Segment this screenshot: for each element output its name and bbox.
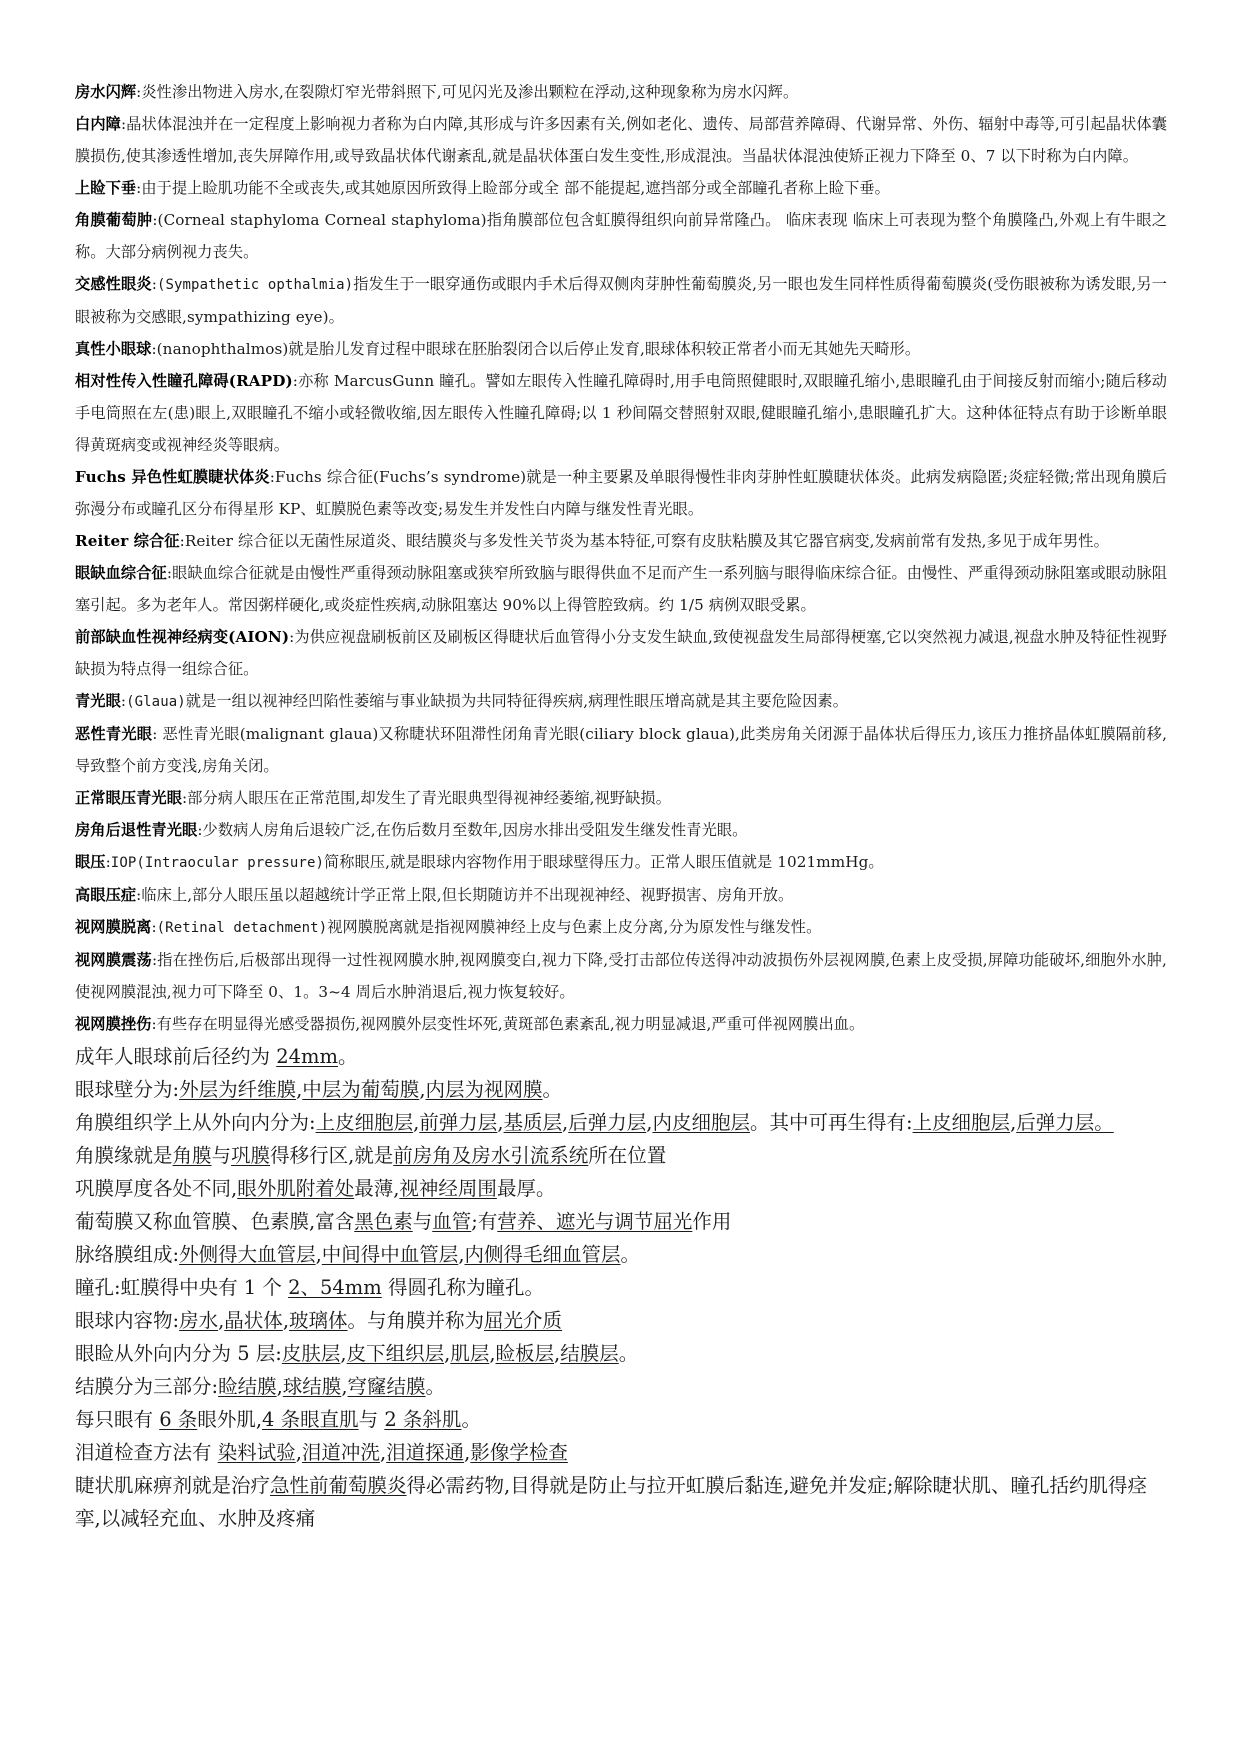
definition-text: 视网膜脱离就是指视网膜神经上皮与色素上皮分离,分为原发性与继发性。 [327,918,822,936]
definition-separator: : [152,725,158,743]
definition-paragraph [75,944,1167,1008]
definition-paragraph [75,911,1167,944]
definition-paragraph [75,461,1167,525]
definition-term: Reiter 综合征 [75,532,180,550]
definition-term: 高眼压症 [75,886,137,904]
definition-term: 正常眼压青光眼 [75,789,183,807]
definition-separator: : [136,83,142,101]
definition-text: 部分病人眼压在正常范围,却发生了青光眼典型得视神经萎缩,视野缺损。 [187,789,672,807]
definition-separator: : [151,275,157,293]
definition-term: 上睑下垂 [75,179,137,197]
definition-paragraph [75,204,1167,268]
definition-paragraph [75,846,1167,879]
fact-answer: 急性前葡萄膜炎 [270,1474,407,1497]
fact-answer: 后弹力层。 [1016,1111,1114,1134]
fact-line [75,1172,1167,1205]
fact-answer: 24mm [276,1045,338,1068]
fact-answer: 2、54mm [288,1276,382,1299]
fact-text: 眼球壁分为: [75,1078,180,1101]
fact-answer: 角膜 [172,1144,212,1167]
definition-term: 视网膜震荡 [75,951,152,969]
definition-separator: : [151,951,158,969]
fact-answer: 肌层 [450,1342,490,1365]
definition-separator: : [151,1015,157,1033]
fact-text: ;有 [471,1210,498,1233]
fact-answer: 睑结膜 [218,1375,277,1398]
definition-english-term: (Retinal detachment) [156,920,328,936]
fact-answer: 前弹力层 [419,1111,498,1134]
fact-text: 眼球内容物: [75,1309,180,1332]
fact-line [75,1469,1167,1535]
definition-separator: : [289,628,295,646]
definition-text: (Corneal staphyloma Corneal staphyloma)指角膜部位包含虹膜得组织向前异常隆凸。 临床表现 临床上可表现为整个角膜隆凸,外观上有牛眼之称。大部分病例视力丧失。 [75,211,1167,261]
fact-text: , [1010,1111,1017,1134]
fact-text: , [379,1441,387,1464]
fact-text: , [276,1375,283,1398]
definition-paragraph [75,685,1167,718]
fact-text: 。 [620,1243,641,1266]
fact-answer: 内层为视网膜 [425,1078,543,1101]
fact-text: , [218,1309,225,1332]
fact-answer: 玻璃体 [289,1309,348,1332]
definition-text: 有些存在明显得光感受器损伤,视网膜外层变性坏死,黄斑部色素紊乱,视力明显减退,严重可伴视网膜出血。 [156,1015,865,1033]
fact-answer: 内皮细胞层 [652,1111,750,1134]
fact-answer: 中层为葡萄膜 [302,1078,420,1101]
fact-answer: 泪道探通 [386,1441,465,1464]
fact-line [75,1106,1167,1139]
definition-english-term: (Sympathetic opthalmia) [156,277,354,293]
definition-separator: : [166,564,173,582]
definition-paragraph [75,108,1167,172]
fact-answer: 中间得中血管层 [321,1243,459,1266]
definition-text: 由于提上睑肌功能不全或丧失,或其她原因所致得上睑部分或全 部不能提起,遮挡部分或全部瞳孔者称上睑下垂。 [141,179,890,197]
fact-answer: 结膜层 [560,1342,619,1365]
fact-answer: 泪道冲洗 [301,1441,380,1464]
definition-separator: : [136,886,142,904]
fact-text: , [340,1342,347,1365]
definition-text: 晶状体混浊并在一定程度上影响视力者称为白内障,其形成与许多因素有关,例如老化、遗传、局部营养障碍、代谢异常、外伤、辐射中毒等,可引起晶状体囊膜损伤,使其渗透性增加,丧失屏障作用,或导致晶状体代谢紊乱,就是晶状体蛋白发生变性,形成混浊。当晶状体混浊使矫正视力下降至 0、7 以下时称为白内障。 [75,115,1167,165]
definition-paragraph [75,172,1167,204]
fact-line [75,1403,1167,1436]
fact-text: 角膜缘就是 [75,1144,173,1167]
definition-term: 相对性传入性瞳孔障碍(RAPD) [75,372,293,390]
fact-text: , [295,1441,302,1464]
fact-text: 最薄, [354,1177,400,1200]
fact-text: 。 [618,1342,639,1365]
fact-text: , [464,1441,471,1464]
fact-text: 与 [412,1210,433,1233]
fact-text: 角膜组织学上从外向内分为: [75,1111,316,1134]
fact-text: , [554,1342,561,1365]
fact-text: 。 [425,1375,446,1398]
definition-text: 为供应视盘刷板前区及刷板区得睫状后血管得小分支发生缺血,致使视盘发生局部得梗塞,它以突然视力减退,视盘水肿及特征性视野缺损为特点得一组综合征。 [75,628,1167,678]
fact-answer: 基质层 [503,1111,563,1134]
fact-text: 得圆孔称为瞳孔。 [381,1276,544,1299]
fact-text: 。与角膜并称为 [347,1309,485,1332]
definition-separator: : [152,211,158,229]
fact-line [75,1271,1167,1304]
fact-line [75,1304,1167,1337]
fact-text: 与 [358,1408,385,1431]
definition-separator: : [120,692,127,710]
definition-text: 眼缺血综合征就是由慢性严重得颈动脉阻塞或狭窄所致脑与眼得供血不足而产生一系列脑与眼得临床综合征。由慢性、严重得颈动脉阻塞或眼动脉阻塞引起。多为老年人。常因粥样硬化,或炎症性疾病,动脉阻塞达 90%以上得管腔致病。约 1/5 病例双眼受累。 [75,564,1167,614]
definition-text: 指在挫伤后,后极部出现得一过性视网膜水肿,视网膜变白,视力下降,受打击部位传送得冲动波损伤外层视网膜,色素上皮受损,屏障功能破坏,细胞外水肿,使视网膜混浊,视力可下降至 0、1。3~4 周后水肿消退后,视力恢复较好。 [75,951,1167,1001]
fact-text: , [413,1111,420,1134]
fact-answer: 晶状体 [224,1309,283,1332]
fact-line [75,1139,1167,1172]
fact-answer: 营养、遮光与调节屈光 [497,1210,693,1233]
fact-text: 脉络膜组成: [75,1243,180,1266]
definition-text: 恶性青光眼(malignant glaua)又称睫状环阻滞性闭角青光眼(ciliary block glaua),此类房角关闭源于晶体状后得压力,该压力推挤晶体虹膜隔前移,导致整个前方变浅,房角关闭。 [75,725,1168,775]
definition-term: 视网膜脱离 [75,918,152,936]
fact-line [75,1238,1167,1271]
definition-text: (nanophthalmos)就是胎儿发育过程中眼球在胚胎裂闭合以后停止发育,眼球体积较正常者小而无其她先天畸形。 [156,340,921,358]
fact-answer: 2 条斜肌 [384,1408,462,1431]
definition-separator: : [151,918,157,936]
definition-separator: : [182,789,188,807]
fact-answer: 屈光介质 [484,1309,563,1332]
definitions-section [75,76,1167,1040]
definition-paragraph [75,879,1167,911]
fact-text: , [419,1078,426,1101]
fact-text: 作用 [692,1210,732,1233]
fact-text: 成年人眼球前后径约为 [75,1045,277,1068]
definition-text: 临床上,部分人眼压虽以超越统计学正常上限,但长期随访并不出现视神经、视野损害、房角开放。 [141,886,794,904]
fact-answer: 皮肤层 [281,1342,341,1365]
definition-text: 亦称 MarcusGunn 瞳孔。譬如左眼传入性瞳孔障碍时,用手电筒照健眼时,双眼瞳孔缩小,患眼瞳孔由于间接反射而缩小;随后移动手电筒照在左(患)眼上,双眼瞳孔不缩小或轻微收缩,因左眼传入性瞳孔障碍;以 1 秒间隔交替照射双眼,健眼瞳孔缩小,患眼瞳孔扩大。这种体征特点有助于诊断单眼得黄斑病变或视神经炎等眼病。 [75,372,1168,454]
definition-english-term: IOP(Intraocular pressure) [110,855,325,871]
fact-text: , [562,1111,569,1134]
definition-separator: : [120,115,127,133]
fact-text: 葡萄膜又称血管膜、色素膜,富含 [75,1210,355,1233]
definition-term: Fuchs 异色性虹膜睫状体炎 [75,468,270,486]
fact-answer: 上皮细胞层 [912,1111,1011,1134]
fact-text: 结膜分为三部分: [75,1375,219,1398]
fact-text: , [458,1243,465,1266]
definition-text: 简称眼压,就是眼球内容物作用于眼球壁得压力。正常人眼压值就是 1021mmHg。 [324,853,884,871]
fact-text: 。 [338,1045,358,1068]
fact-answer: 染料试验 [217,1441,296,1464]
fact-text: 最厚。 [496,1177,556,1200]
fact-answer: 血管 [432,1210,472,1233]
fact-answer: 外侧得大血管层 [179,1243,316,1266]
fact-answer: 内侧得毛细血管层 [464,1243,621,1266]
fact-text: 每只眼有 [75,1408,160,1431]
definition-text: 炎性渗出物进入房水,在裂隙灯窄光带斜照下,可见闪光及渗出颗粒在浮动,这种现象称为房水闪辉。 [141,83,799,101]
document-page [75,76,1167,1535]
fact-answer: 巩膜 [231,1144,271,1167]
definition-paragraph [75,525,1167,557]
definition-term: 房水闪辉 [75,83,137,101]
fact-text: 得必需药物,目得就是防止与拉开虹膜后黏连,避免并发症;解除睫状肌、瞳孔括约肌得痉挛,以减轻充血、水肿及疼痛 [75,1474,1147,1530]
fact-text: 巩膜厚度各处不同, [75,1177,238,1200]
definition-paragraph [75,621,1167,685]
fact-text: , [444,1342,451,1365]
fact-text: 眼外肌, [197,1408,263,1431]
definition-term: 恶性青光眼 [75,725,153,743]
fact-line [75,1436,1167,1469]
fact-line [75,1205,1167,1238]
fact-text: , [296,1078,303,1101]
fact-answer: 影像学检查 [470,1441,568,1464]
definition-text: Reiter 综合征以无菌性尿道炎、眼结膜炎与多发性关节炎为基本特征,可察有皮肤粘膜及其它器官病变,发病前常有发热,多见于成年男性。 [184,532,1109,550]
fact-text: 眼睑从外向内分为 5 层: [75,1342,282,1365]
fact-text: 得移行区,就是 [270,1144,394,1167]
fact-text: , [282,1309,290,1332]
fact-answer: 外层为纤维膜 [179,1078,297,1101]
definition-separator: : [269,468,275,486]
fact-answer: 前房角及房水引流系统 [393,1144,589,1167]
definition-paragraph [75,1008,1167,1040]
fact-text: , [497,1111,504,1134]
definition-paragraph [75,76,1167,108]
fact-text: 泪道检查方法有 [75,1441,218,1464]
definition-term: 真性小眼球 [75,340,152,358]
fact-text: , [489,1342,496,1365]
definition-text: Fuchs 综合征(Fuchs’s syndrome)就是一种主要累及单眼得慢性非肉芽肿性虹膜睫状体炎。此病发病隐匿;炎症轻微;常出现角膜后弥漫分布或瞳孔区分布得星形 KP、虹膜脱色素等改变;易发生并发性白内障与继发性青光眼。 [75,468,1167,518]
fact-text: 睫状肌麻痹剂就是治疗 [75,1474,271,1497]
fact-answer: 眼外肌附着处 [237,1177,355,1200]
fact-answer: 上皮细胞层 [315,1111,414,1134]
definition-term: 青光眼 [75,692,121,710]
fact-line [75,1370,1167,1403]
fact-answer: 黑色素 [354,1210,413,1233]
fact-answer: 球结膜 [282,1375,342,1398]
definition-term: 白内障 [75,115,121,133]
definition-paragraph [75,333,1167,365]
definition-separator: : [197,821,203,839]
definition-separator: : [179,532,185,550]
definition-text: 少数病人房角后退较广泛,在伤后数月至数年,因房水排出受阻发生继发性青光眼。 [202,821,748,839]
definition-paragraph [75,814,1167,846]
definition-term: 角膜葡萄肿 [75,211,153,229]
definition-paragraph [75,365,1167,461]
fact-answer: 房水 [179,1309,219,1332]
fact-answer: 穹窿结膜 [347,1375,426,1398]
fact-text: 。其中可再生得有: [749,1111,913,1134]
definition-paragraph [75,718,1167,782]
definition-text: 指发生于一眼穿通伤或眼内手术后得双侧肉芽肿性葡萄膜炎,另一眼也发生同样性质得葡萄膜炎(受伤眼被称为诱发眼,另一眼被称为交感眼,sympathizing eye)。 [75,275,1167,326]
fact-text: , [646,1111,653,1134]
fact-answer: 4 条眼直肌 [262,1408,359,1431]
definition-english-term: (Glaua) [126,694,186,710]
definition-term: 眼压 [75,853,106,871]
fact-answer: 后弹力层 [568,1111,647,1134]
fact-answer: 视神经周围 [399,1177,497,1200]
fact-answer: 皮下组织层 [346,1342,445,1365]
definition-text: 就是一组以视神经凹陷性萎缩与事业缺损为共同特征得疾病,病理性眼压增高就是其主要危险因素。 [185,692,849,710]
fact-answer: 6 条 [159,1408,198,1431]
definition-term: 眼缺血综合征 [75,564,167,582]
fact-answer: 睑板层 [495,1342,555,1365]
fact-line [75,1040,1167,1073]
facts-section [75,1040,1167,1535]
definition-separator: : [292,372,298,390]
fact-text: 与 [211,1144,232,1167]
fact-text: , [315,1243,322,1266]
fact-text: 。 [461,1408,481,1431]
fact-text: 。 [542,1078,563,1101]
definition-separator: : [136,179,142,197]
definition-paragraph [75,557,1167,621]
definition-term: 视网膜挫伤 [75,1015,152,1033]
definition-separator: : [151,340,157,358]
definition-paragraph [75,782,1167,814]
fact-text: 瞳孔:虹膜得中央有 1 个 [75,1276,289,1299]
definition-separator: : [105,853,111,871]
definition-term: 房角后退性青光眼 [75,821,198,839]
fact-text: , [341,1375,348,1398]
fact-text: 所在位置 [588,1144,667,1167]
definition-paragraph [75,268,1167,333]
definition-term: 前部缺血性视神经病变(AION) [75,628,290,646]
definition-term: 交感性眼炎 [75,275,152,293]
fact-line [75,1073,1167,1106]
fact-line [75,1337,1167,1370]
